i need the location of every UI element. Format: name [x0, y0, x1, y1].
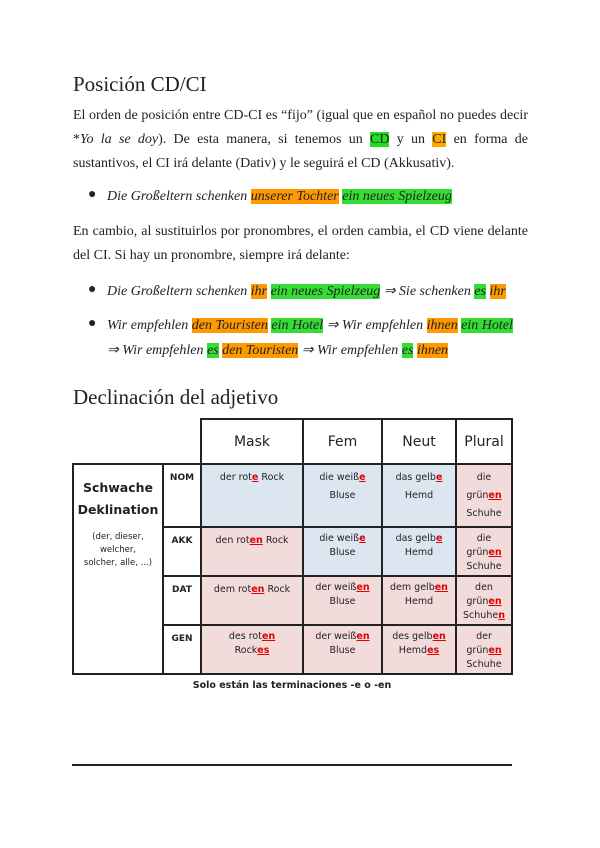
declension-table: [72, 418, 513, 675]
cell-nom-fem: die weiße Bluse: [303, 464, 382, 527]
text: y un: [389, 132, 433, 147]
row-label-gen: GEN: [163, 625, 201, 674]
cell-dat-neut: dem gelben Hemd: [382, 576, 456, 625]
empty-corner: [73, 419, 163, 464]
bullet-example-1: [107, 188, 452, 206]
bullet-example-3-line-1: [107, 317, 513, 335]
text: ⇒ Wir empfehlen: [107, 343, 207, 358]
akkusativ-highlight: es: [401, 343, 414, 358]
paragraph-pronombres: En cambio, al sustituirlos por pronombres, el orden cambia, el CD viene delante del CI. Si hay un pronombre, siempre irá delante:: [73, 224, 528, 263]
text: ⇒ Wir empfehlen: [298, 343, 402, 358]
table-caption: Solo están las terminaciones -e o -en: [192, 680, 392, 691]
block-subtitle: (der, dieser, welcher, solcher, alle, ...): [83, 532, 153, 568]
cell-dat-mask: dem roten Rock: [201, 576, 303, 625]
cell-nom-neut: das gelbe Hemd: [382, 464, 456, 527]
block-title: Schwache Deklination: [77, 480, 159, 517]
column-header-neut: Neut: [382, 419, 456, 464]
ci-highlight: CI: [432, 132, 447, 147]
dativ-highlight: den Touristen: [222, 343, 299, 358]
cell-dat-plural: den grünen Schuhen: [456, 576, 512, 625]
cell-nom-mask: der rote Rock: [201, 464, 303, 527]
bullet-dot: ●: [88, 282, 97, 297]
example-text: Yo la se doy: [80, 132, 159, 147]
dativ-highlight: den Touristen: [191, 318, 268, 333]
dativ-highlight: ihnen: [426, 318, 458, 333]
section-title-declinacion: Declinación del adjetivo: [73, 385, 279, 409]
bullet-dot: ●: [88, 316, 97, 331]
text: en forma de sustantivos, el CI irá delante (Dativ) y le seguirá el CD (Akkusativ).: [73, 132, 528, 171]
column-header-fem: Fem: [303, 419, 382, 464]
row-label-nom: NOM: [163, 464, 201, 527]
text: ⇒ Wir empfehlen: [323, 318, 427, 333]
akkusativ-highlight: ein neues Spielzeug: [342, 189, 452, 204]
cell-nom-plural: die grünen Schuhe: [456, 464, 512, 527]
cell-dat-fem: der weißen Bluse: [303, 576, 382, 625]
text: Wir empfehlen: [107, 318, 192, 333]
cd-highlight: CD: [370, 132, 390, 147]
akkusativ-highlight: es: [474, 284, 487, 299]
column-header-mask: Mask: [201, 419, 303, 464]
dativ-highlight: unserer Tochter: [250, 189, 339, 204]
akkusativ-highlight: ein Hotel: [271, 318, 324, 333]
akkusativ-highlight: ein neues Spielzeug: [270, 284, 381, 299]
dativ-highlight: ihr: [489, 284, 506, 299]
row-label-akk: AKK: [163, 527, 201, 576]
cell-gen-mask: des roten Rockes: [201, 625, 303, 674]
cell-akk-plural: die grünen Schuhe: [456, 527, 512, 576]
akkusativ-highlight: es: [207, 343, 219, 358]
cell-gen-plural: der grünen Schuhe: [456, 625, 512, 674]
section-title-posicion: Posición CD/CI: [73, 72, 207, 96]
cell-akk-mask: den roten Rock: [201, 527, 303, 576]
bullet-example-2: [107, 283, 506, 301]
horizontal-rule: [72, 764, 512, 766]
text: [486, 284, 490, 299]
cell-akk-neut: das gelbe Hemd: [382, 527, 456, 576]
cell-gen-neut: des gelben Hemdes: [382, 625, 456, 674]
cell-akk-fem: die weiße Bluse: [303, 527, 382, 576]
paragraph-intro: [73, 104, 528, 176]
text: Die Großeltern schenken: [107, 284, 251, 299]
text: Die Großeltern schenken: [107, 189, 251, 204]
column-header-plural: Plural: [456, 419, 512, 464]
cell-gen-fem: der weißen Bluse: [303, 625, 382, 674]
bullet-dot: ●: [88, 187, 97, 202]
text: El orden de posición entre CD-CI es “fijo” (igual que en español no puedes decir *: [73, 108, 528, 147]
text: ⇒ Sie schenken: [380, 284, 475, 299]
empty-corner: [163, 419, 201, 464]
text: ). De esta manera, si tenemos un: [158, 132, 370, 147]
schwache-deklination-block: [73, 464, 163, 674]
row-label-dat: DAT: [163, 576, 201, 625]
bullet-example-3-line-2: [107, 342, 448, 360]
akkusativ-highlight: ein Hotel: [461, 318, 513, 333]
dativ-highlight: ihr: [250, 284, 268, 299]
dativ-highlight: ihnen: [416, 343, 449, 358]
